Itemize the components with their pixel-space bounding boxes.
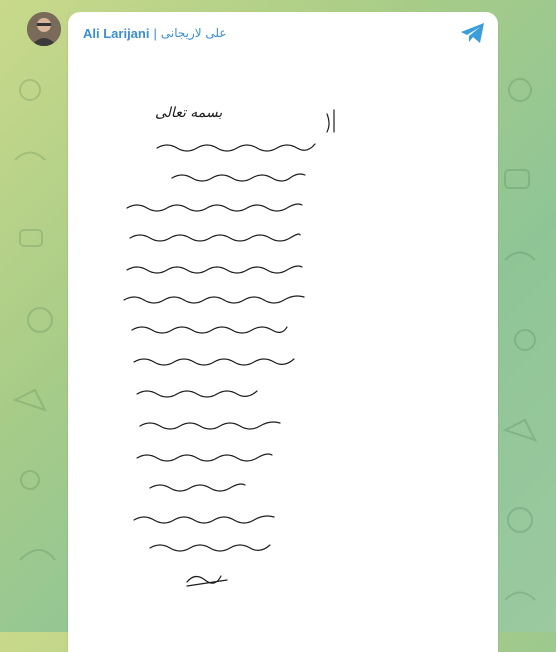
handwritten-letter: [112, 96, 372, 616]
telegram-icon[interactable]: [460, 22, 486, 44]
letter-greeting: بسمه تعالی: [155, 105, 223, 121]
channel-avatar[interactable]: [27, 12, 61, 46]
channel-name[interactable]: Ali Larijani: [83, 25, 150, 41]
avatar-portrait-image: [27, 12, 61, 46]
message-header: [83, 22, 227, 44]
channel-handle[interactable]: علی لاریجانی: [160, 26, 227, 40]
header-separator: |: [153, 25, 157, 41]
